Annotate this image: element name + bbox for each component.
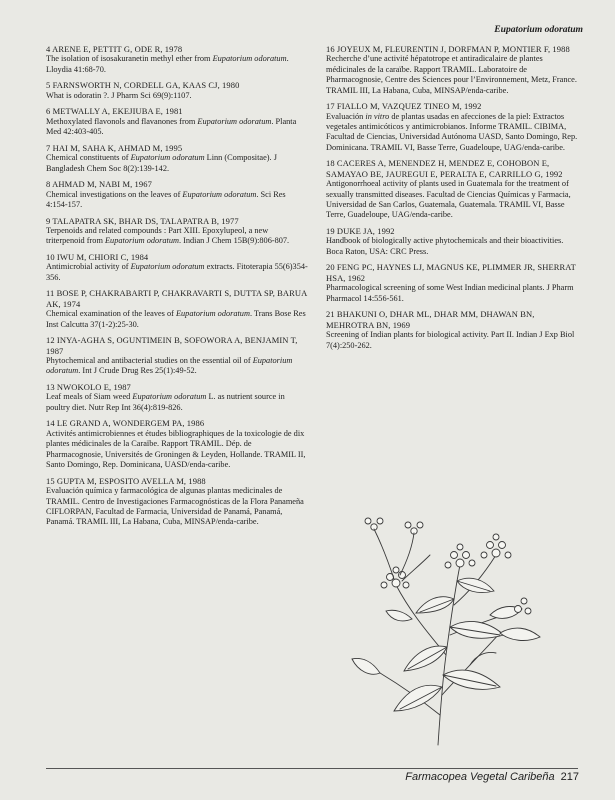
reference-authors: 18 CACERES A, MENENDEZ H, MENDEZ E, COHOBON E, SAMAYAO BE, JAUREGUI E, PERALTA E, CARRILLO G, 1992 [326, 158, 563, 179]
page-number: 217 [560, 771, 579, 783]
citation-text: . Trans Bose Res Inst Calcutta 37(1-2):25-30. [46, 309, 306, 329]
reference-entry [46, 44, 308, 75]
reference-entry [326, 226, 578, 257]
citation-text: L. as nutrient source in poultry diet. Nutr Rep Int 36(4):819-826. [46, 392, 285, 412]
reference-citation [326, 54, 578, 96]
species-name: in vitro [365, 111, 390, 121]
reference-entry [326, 101, 578, 153]
reference-entry [326, 309, 578, 351]
species-name: Eupatorium odoratum [104, 236, 179, 246]
citation-text: Linn (Compositae). J Bangladesh Chem Soc 8(2):139-142. [46, 153, 277, 173]
citation-text: Screening of Indian plants for biological activity. Part II. Indian J Exp Biol 7(4):250-262. [326, 330, 575, 350]
citation-text: Chemical examination of the leaves of [46, 309, 176, 319]
reference-citation [46, 153, 308, 174]
reference-entry [326, 262, 578, 304]
reference-citation [46, 262, 308, 283]
citation-text: de plantas usadas en afecciones de la piel: Extractos vegetales antimicóticos y antimicrobianos. Informe TRAMIL. CIBIMA, Facultad de Ciencias, Universidad Autónoma UASD, Santo Domingo, Rep. Dominicana. TRAMIL VI, Basse Terre, Guadeloupe, UAG/enda-caribe. [326, 111, 578, 152]
citation-text: Handbook of biologically active phytochemicals and their bioactivities. Boca Raton, USA: CRC Press. [326, 236, 564, 256]
reference-authors: 13 NWOKOLO E, 1987 [46, 382, 131, 393]
reference-entry [326, 44, 578, 96]
citation-text: Methoxylated flavonols and flavanones from [46, 116, 198, 126]
reference-authors: 7 HAI M, SAHA K, AHMAD M, 1995 [46, 142, 183, 153]
citation-text: Terpenoids and related compounds : Part XIII. Epoxylupeol, a new triterpenoid from [46, 226, 269, 246]
reference-authors: 8 AHMAD M, NABI M, 1967 [46, 179, 152, 190]
reference-authors: 19 DUKE JA, 1992 [326, 226, 395, 237]
reference-entry [46, 179, 308, 210]
reference-entry [46, 476, 308, 528]
citation-text: . Planta Med 42:403-405. [46, 116, 297, 137]
reference-authors: 4 ARENE E, PETTIT G, ODE R, 1978 [46, 44, 183, 54]
species-name: Eupatorium odoratum [212, 54, 287, 64]
reference-entry [46, 335, 308, 377]
species-name: Eupatorium odoratum [197, 116, 272, 126]
references-right-column [326, 44, 578, 356]
reference-entry [46, 80, 308, 101]
reference-entry [46, 216, 308, 247]
reference-citation [46, 117, 308, 138]
reference-citation [46, 190, 308, 211]
reference-citation [46, 54, 308, 75]
species-name: Eupatorium odoratum [130, 153, 205, 163]
reference-entry [46, 143, 308, 174]
species-name: Eupatorium odoratum [46, 356, 293, 376]
citation-text: Evaluación química y farmacológica de algunas plantas medicinales de TRAMIL. Centro de Investigaciones Farmacognósticas de la Flora Panameña CIFLORPAN, Facultad de Farmacia, Universidad de Panamá, Panamá, Panamá. TRAMIL III, La Habana, Cuba, MINSAP/enda-caribe. [46, 486, 304, 527]
citation-text: Chemical investigations on the leaves of [46, 189, 183, 199]
reference-citation [326, 112, 578, 154]
citation-text: . Sci Res 4:154-157. [46, 189, 286, 210]
species-name: Eupatorium odoratum [175, 309, 250, 319]
reference-citation [46, 226, 308, 247]
reference-citation [46, 486, 308, 528]
citation-text: What is odoratin ?. J Pharm Sci 69(9):1107. [46, 90, 192, 100]
reference-authors: 6 METWALLY A, EKEJIUBA E, 1981 [46, 106, 183, 117]
reference-authors: 5 FARNSWORTH N, CORDELL GA, KAAS CJ, 1980 [46, 80, 240, 91]
reference-authors: 9 TALAPATRA SK, BHAR DS, TALAPATRA B, 1977 [46, 215, 239, 226]
citation-text: Antimicrobial activity of [46, 262, 131, 272]
citation-text: . Int J Crude Drug Res 25(1):49-52. [78, 366, 197, 376]
reference-citation [46, 429, 308, 471]
reference-citation [46, 91, 308, 101]
plant-illustration [350, 515, 550, 747]
page-footer [405, 771, 579, 783]
reference-citation [326, 330, 578, 351]
reference-citation [326, 179, 578, 221]
reference-authors: 15 GUPTA M, ESPOSITO AVELLA M, 1988 [46, 475, 206, 486]
reference-entry [46, 288, 308, 330]
reference-authors: 17 FIALLO M, VAZQUEZ TINEO M, 1992 [326, 101, 482, 112]
citation-text: Leaf meals of Siam weed [46, 392, 133, 402]
reference-authors: 12 INYA-AGHA S, OGUNTIMEIN B, SOFOWORA A, BENJAMIN T, 1987 [46, 335, 298, 356]
citation-text: Activités antimicrobiennes et études bibliographiques de la toxicologie de dix plantes médicinales de la Caraïbe. Rapport TRAMIL. Dép. de Pharmacognosie, Universités de Groningen & Leyden, Hollande. TRAMIL II, Santo Domingo, Rep. Dominicana, UASD/enda-caribe. [46, 428, 306, 470]
reference-entry [46, 252, 308, 283]
citation-text: Phytochemical and antibacterial studies on the essential oil of [46, 356, 253, 366]
citation-text: Evaluación [326, 111, 366, 121]
citation-text: Chemical constituents of [46, 153, 131, 163]
reference-entry [326, 158, 578, 220]
citation-text: The isolation of isosakuranetin methyl ether from [46, 54, 213, 64]
citation-text: . Indian J Chem 15B(9):806-807. [178, 236, 290, 246]
reference-citation [46, 309, 308, 330]
reference-citation [326, 236, 578, 257]
reference-authors: 20 FENG PC, HAYNES LJ, MAGNUS KE, PLIMMER JR, SHERRAT HSA, 1962 [326, 262, 576, 283]
reference-authors: 10 IWU M, CHIORI C, 1984 [46, 252, 149, 263]
species-name: Eupatorium odoratum [132, 392, 207, 402]
footer-title: Farmacopea Vegetal Caribeña [405, 771, 555, 783]
citation-text: . Lloydia 41:68-70. [46, 54, 289, 74]
references-left-column [46, 44, 308, 533]
reference-entry [46, 382, 308, 413]
running-head: Eupatorium odoratum [494, 24, 583, 35]
reference-citation [46, 392, 308, 413]
species-name: Eupatorium odoratum [182, 189, 257, 199]
citation-text: Pharmacological screening of some West Indian medicinal plants. J Pharm Pharmacol 14:556-561. [326, 283, 574, 303]
citation-text: extracts. Fitoterapia 55(6)354-356. [46, 262, 308, 282]
reference-authors: 21 BHAKUNI O, DHAR ML, DHAR MM, DHAWAN BN, MEHROTRA BN, 1969 [326, 309, 535, 330]
reference-authors: 11 BOSE P, CHAKRABARTI P, CHAKRAVARTI S, DUTTA SP, BARUA AK, 1974 [46, 288, 307, 309]
citation-text: Antigonorrhoeal activity of plants used in Guatemala for the treatment of sexually transmitted diseases. Facultad de Ciencias Químicas y Farmacia, Universidad de San Carlos, Guatemala, Guatemala. TRAMIL VI, Basse Terre, Guadeloupe, UAG/enda-caribe. [326, 179, 571, 220]
reference-citation [326, 283, 578, 304]
footer-rule [46, 768, 578, 769]
reference-authors: 14 LE GRAND A, WONDERGEM PA, 1986 [46, 418, 205, 429]
citation-text: Recherche d’une activité hépatotrope et antiradicalaire de plantes médicinales de la caraïbe. Rapport TRAMIL. Laboratoire de Pharmacognosie, Centre des Sciences pour l’Environnement, Metz, France. TRAMIL III, La Habana, Cuba, MINSAP/enda-caribe. [326, 54, 577, 95]
reference-entry [46, 418, 308, 470]
reference-authors: 16 JOYEUX M, FLEURENTIN J, DORFMAN P, MONTIER F, 1988 [326, 44, 570, 54]
reference-citation [46, 356, 308, 377]
species-name: Eupatorium odoratum [130, 262, 205, 272]
reference-entry [46, 106, 308, 137]
